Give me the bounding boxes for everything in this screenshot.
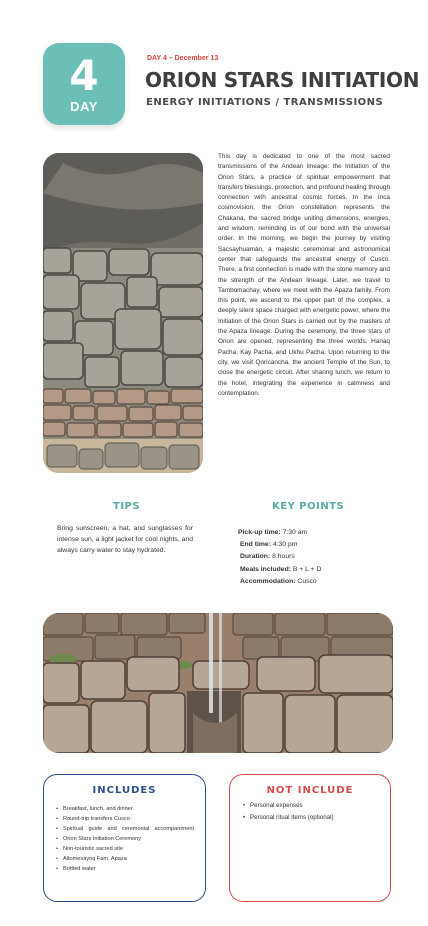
key-point-item	[238, 551, 321, 563]
includes-box	[43, 774, 206, 902]
sacsayhuaman-wall-photo	[43, 153, 203, 473]
includes-list	[56, 804, 194, 874]
includes-item: • Round-trip transfers Cusco	[56, 814, 194, 824]
not-include-heading: NOT INCLUDE	[266, 785, 354, 796]
key-point-label: Duration:	[240, 553, 271, 561]
day-description: This day is dedicated to one of the most sacred transmissions of the Andean lineage: the Initiation of the Orion Stars, a practice of spiritual empowerment that transfers blessings, protection, and profound healing through connection with ancestral cosmic forces. In the Inca cosmovision, the Orion constellation represents the Chakana, the sacred bridge uniting dimensions, energies, and wisdom, reminding us of our bond with the universal order. In the morning, we begin the journey by visiting Sacsayhuamán, a majestic ceremonial and astronomical center that safeguards the ancestral energy of Cusco. There, a first connection is made with the stone memory and the strength of the Andean lineage. Later, we travel to Tambomachay, where we meet with the Apaza family. From this point, we ascend to the upper part of the complex, a deeply silent space charged with energetic power, where the Initiation of the Orion Stars is carried out by the masters of the Apaza lineage. During the ceremony, the three stars of Orion are opened, representing the three worlds: Hanaq Pacha, Kay Pacha, and Ukhu Pacha. Upon returning to the city, we visit Qoricancha, the ancient Temple of the Sun, to close the energetic circuit. After sharing lunch, we return to the hotel, integrating the experience in calmness and contemplation.	[218, 153, 390, 397]
includes-item: • Bottled water	[56, 864, 194, 874]
includes-item: • Breakfast, lunch, and dinner	[56, 804, 194, 814]
includes-heading: INCLUDES	[92, 785, 157, 796]
includes-item: • Orion Stars Initiation Ceremony	[56, 834, 194, 844]
page-subtitle: ENERGY INITIATIONS / TRANSMISSIONS	[146, 97, 384, 108]
key-point-item	[238, 527, 321, 539]
key-point-value: B + L + D	[292, 565, 322, 573]
tambomachay-fountain-photo	[43, 613, 393, 753]
key-point-value: 7:30 am	[282, 529, 308, 536]
key-points-list	[238, 527, 321, 588]
date-label: DAY 4 – December 13	[147, 55, 219, 62]
page-title: ORION STARS INITIATION	[145, 68, 420, 92]
key-point-value: 8 hours	[272, 553, 295, 561]
day-label: DAY	[70, 98, 98, 114]
key-points-heading: KEY POINTS	[272, 501, 345, 512]
key-point-label: Accommodation:	[240, 577, 296, 585]
not-include-box	[229, 774, 391, 902]
day-number: 4	[69, 50, 99, 100]
includes-item: • Spiritual guide and ceremonial accompaniment	[56, 824, 194, 834]
not-include-item: • Personal expenses	[243, 800, 383, 812]
key-point-item	[238, 576, 321, 588]
key-point-item	[238, 564, 321, 576]
day-badge	[43, 43, 125, 125]
key-point-value: Cusco	[297, 577, 317, 585]
key-point-label: Meals included:	[240, 565, 291, 573]
not-include-list	[243, 800, 383, 823]
includes-item: • Non-touristic sacred site	[56, 844, 194, 854]
not-include-item: • Personal ritual items (optional)	[243, 812, 383, 824]
key-point-label: Pick-up time:	[238, 529, 281, 536]
key-point-value: 4:30 pm	[272, 541, 298, 549]
tips-heading: TIPS	[113, 501, 141, 512]
key-point-item	[238, 539, 321, 551]
key-point-label: End time:	[240, 541, 271, 549]
includes-item: • Altomesayoq Fam. Apaza	[56, 854, 194, 864]
tips-text: Bring sunscreen, a hat, and sunglasses for intense sun, a light jacket for cool nights, and always carry water to stay hydrated.	[57, 525, 193, 554]
